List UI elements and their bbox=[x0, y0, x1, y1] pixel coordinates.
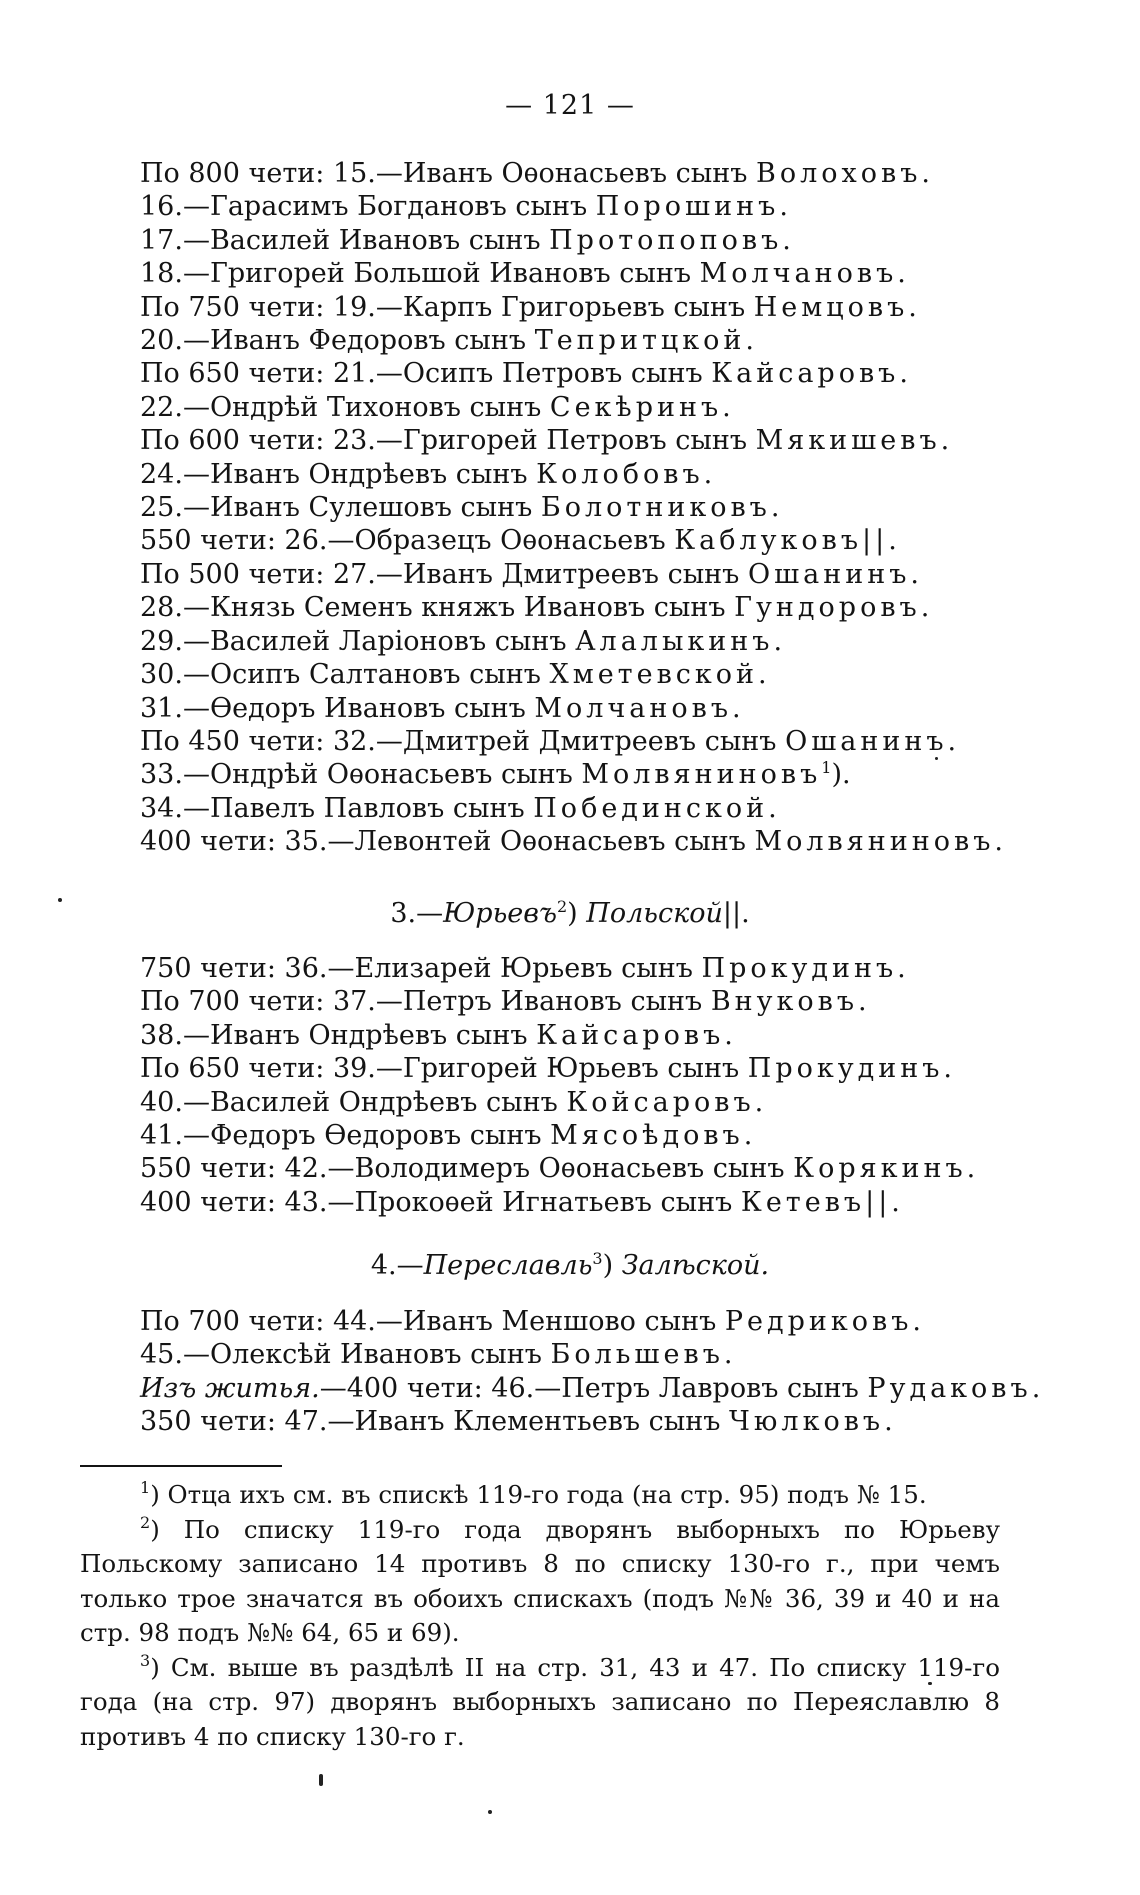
footnote-ref-2[interactable]: 2 bbox=[556, 897, 568, 916]
list-item: 28.—Князь Семенъ княжъ Ивановъ сынъ Гундоровъ. bbox=[140, 592, 934, 624]
list-item: По 700 чети: 37.—Петръ Ивановъ сынъ Внуковъ. bbox=[140, 986, 871, 1018]
footnote-ref-1[interactable]: 1 bbox=[821, 758, 832, 778]
list-item: 22.—Ондрѣй Тихоновъ сынъ Секѣринъ. bbox=[140, 391, 735, 423]
list-item: По 650 чети: 21.—Осипъ Петровъ сынъ Кайсаровъ. bbox=[140, 358, 912, 390]
list-item: 45.—Олексѣй Ивановъ сынъ Большевъ. bbox=[140, 1339, 737, 1371]
footnote-3: $^3$) См. выше въ раздѣлѣ II на стр. 31, 43 и 47. По списку 119-го года (на стр. 97) дворянъ выборныхъ записано по Переяславлю 8 противъ 4 по списку 130-го г. bbox=[80, 1650, 1000, 1751]
scan-speck bbox=[935, 757, 938, 760]
list-item: По 650 чети: 39.—Григорей Юрьевъ сынъ Прокудинъ. bbox=[140, 1053, 957, 1085]
list-item: 16.—Гарасимъ Богдановъ сынъ Порошинъ. bbox=[140, 191, 792, 223]
entry-list-3 bbox=[140, 1305, 1045, 1439]
scan-speck bbox=[58, 898, 62, 902]
list-item: 34.—Павелъ Павловъ сынъ Побединской. bbox=[140, 792, 781, 824]
list-item: 18.—Григорей Большой Ивановъ сынъ Молчановъ. bbox=[140, 258, 910, 290]
footnote-2: $^2$) По списку 119-го года дворянъ выборныхъ по Юрьеву Польскому записано 14 противъ 8 по списку 130-го г., при чемъ только трое значатся въ обоихъ спискахъ (подъ №№ 36, 39 и 40 и на стр. 98 подъ №№ 64, 65 и 69). bbox=[80, 1512, 1000, 1647]
list-item: 20.—Иванъ Федоровъ сынъ Тепритцкой. bbox=[140, 325, 758, 357]
list-item: По 450 чети: 32.—Дмитрей Дмитреевъ сынъ Ошанинъ. bbox=[140, 725, 961, 757]
list-item: 40.—Василей Ондрѣевъ сынъ Койсаровъ. bbox=[140, 1086, 768, 1118]
scan-speck bbox=[319, 1774, 323, 1786]
entry-list-1 bbox=[140, 157, 1040, 859]
list-item: 17.—Василей Ивановъ сынъ Протопоповъ. bbox=[140, 224, 795, 256]
footnotes bbox=[80, 1478, 1000, 1754]
list-item: 25.—Иванъ Сулешовъ сынъ Болотниковъ. bbox=[140, 492, 784, 524]
list-item: 350 чети: 47.—Иванъ Клементьевъ сынъ Чюлковъ. bbox=[140, 1406, 897, 1438]
footnote-1: $^1$) Отца ихъ см. въ спискѣ 119-го года (на стр. 95) подъ № 15. bbox=[140, 1478, 927, 1509]
list-item: 38.—Иванъ Ондрѣевъ сынъ Кайсаровъ. bbox=[140, 1019, 737, 1051]
list-item: 750 чети: 36.—Елизарей Юрьевъ сынъ Прокудинъ. bbox=[140, 953, 910, 984]
list-item: 24.—Иванъ Ондрѣевъ сынъ Колобовъ. bbox=[140, 458, 717, 490]
footnote-divider bbox=[80, 1465, 282, 1467]
list-item: 30.—Осипъ Салтановъ сынъ Хметевской. bbox=[140, 659, 771, 691]
list-item: По 600 чети: 23.—Григорей Петровъ сынъ Мякишевъ. bbox=[140, 425, 954, 457]
list-item: 400 чети: 43.—Прокоѳей Игнатьевъ сынъ Кетевъ||. bbox=[140, 1186, 904, 1218]
list-item: Изъ житья.—400 чети: 46.—Петръ Лавровъ сынъ Рудаковъ. bbox=[140, 1372, 1045, 1404]
list-item: По 700 чети: 44.—Иванъ Меншово сынъ Редриковъ. bbox=[140, 1306, 926, 1337]
section-heading-4: 4.—Переславль$^3$) Залѣской. bbox=[370, 1249, 770, 1281]
list-item: По 800 чети: 15.—Иванъ Оѳонасьевъ сынъ Волоховъ. bbox=[140, 158, 934, 189]
list-item: По 750 чети: 19.—Карпъ Григорьевъ сынъ Немцовъ. bbox=[140, 291, 921, 323]
scan-speck bbox=[928, 1682, 932, 1685]
list-item: 31.—Ѳедоръ Ивановъ сынъ Молчановъ. bbox=[140, 692, 745, 724]
section-heading-3: 3.—Юрьевъ$^2$) Польской||. bbox=[390, 897, 750, 929]
list-item: 550 чети: 42.—Володимеръ Оѳонасьевъ сынъ Корякинъ. bbox=[140, 1153, 980, 1185]
list-item: 400 чети: 35.—Левонтей Оѳонасьевъ сынъ Молвяниновъ. bbox=[140, 826, 1007, 858]
page-number: — 121 — bbox=[505, 90, 635, 121]
list-item: 33.—Ондрѣй Оѳонасьевъ сынъ Молвяниновъ$^1$). bbox=[140, 758, 851, 791]
footnote-ref-3[interactable]: 3 bbox=[592, 1249, 603, 1268]
list-item: 550 чети: 26.—Образецъ Оѳонасьевъ Каблуковъ||. bbox=[140, 525, 901, 557]
list-item: 29.—Василей Ларіоновъ сынъ Алалыкинъ. bbox=[140, 625, 787, 657]
list-item: По 500 чети: 27.—Иванъ Дмитреевъ сынъ Ошанинъ. bbox=[140, 558, 924, 590]
entry-list-2 bbox=[140, 952, 1040, 1219]
scan-speck bbox=[488, 1810, 492, 1814]
list-item: 41.—Федоръ Ѳедоровъ сынъ Мясоѣдовъ. bbox=[140, 1120, 757, 1152]
